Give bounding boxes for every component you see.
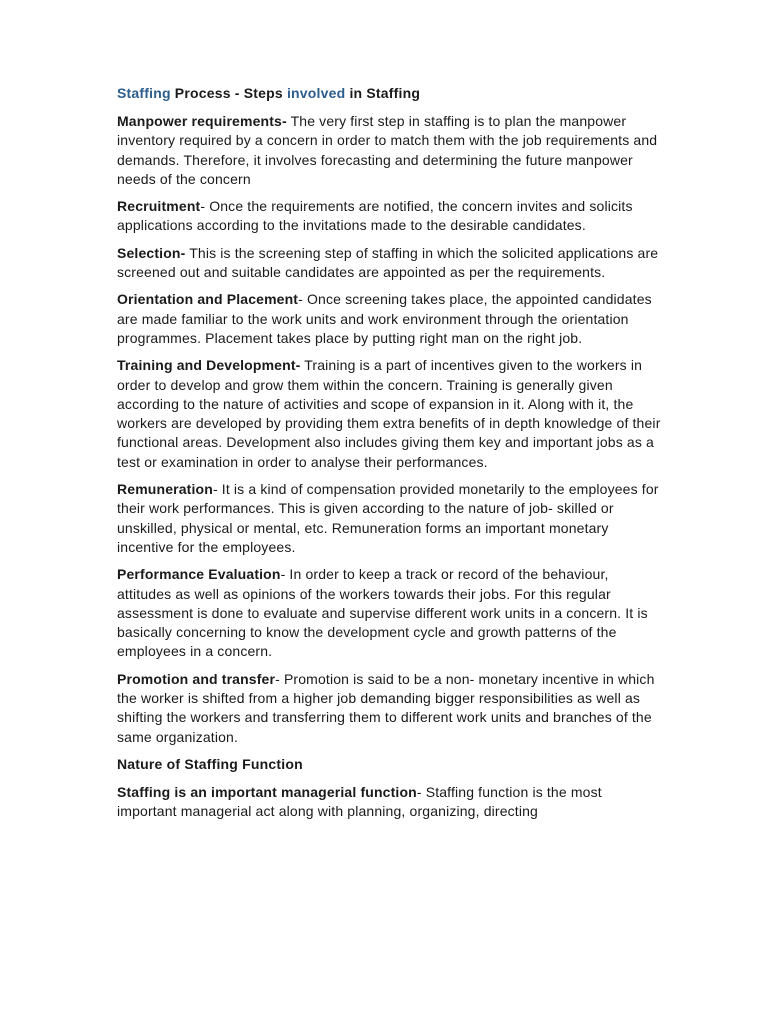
document-page [117, 84, 662, 830]
step-text: - It is a kind of compensation provided monetarily to the employees for their work performances. This is given according to the nature of job- skilled or unskilled, physical or mental, etc. Remuneration forms an important monetary incentive for the employees. [117, 481, 659, 555]
step-orientation-placement [117, 290, 662, 348]
step-text: The very first step in staffing is to plan the manpower inventory required by a concern in order to match them with the job requirements and demands. Therefore, it involves forecasting and determining the future manpower needs of the concern [117, 113, 658, 187]
para-term: Staffing is an important managerial function [117, 783, 417, 800]
step-term: Performance Evaluation [117, 566, 281, 583]
step-term: Manpower requirements- [117, 113, 287, 129]
para-text: - Staffing function is the most important managerial act along with planning, organizing, directing [117, 783, 602, 820]
step-manpower-requirements [117, 112, 662, 189]
title-text: Process - Steps [170, 85, 287, 101]
step-training-development [117, 356, 662, 472]
step-text: Training is a part of incentives given to the workers in order to develop and grow them within the concern. Training is generally given according to the nature of activities and scope of expansion in it. Along with it, the workers are developed by providing them extra benefits of in depth knowledge of their functional areas. Development also includes giving them key and important jobs as a test or examination in order to analyse their performances. [117, 357, 661, 470]
section-title-nature: Nature of Staffing Function [117, 755, 303, 772]
step-term: Promotion and transfer [117, 670, 276, 687]
step-text: - Once screening takes place, the appointed candidates are made familiar to the work units and work environment through the orientation programmes. Placement takes place by putting right man on the right job. [117, 291, 652, 346]
step-recruitment [117, 197, 662, 236]
nature-staffing-important [117, 783, 662, 822]
step-text: - Once the requirements are notified, the concern invites and solicits applications according to the invitations made to the desirable candidates. [117, 198, 633, 234]
step-term: Training and Development- [117, 357, 301, 374]
title-keyword-staffing: Staffing [117, 85, 171, 101]
title-text-end: in Staffing [345, 85, 421, 101]
step-term: Selection- [117, 244, 186, 261]
step-term: Remuneration [117, 481, 213, 498]
title-keyword-involved: involved [286, 85, 346, 101]
step-text: This is the screening step of staffing in which the solicited applications are screened out and suitable candidates are appointed as per the requirements. [117, 244, 659, 281]
step-performance-evaluation [117, 565, 662, 661]
step-text: - In order to keep a track or record of the behaviour, attitudes as well as opinions of the workers towards their jobs. For this regular assessment is done to evaluate and supervise different work units in a concern. It is basically concerning to know the development cycle and growth patterns of the employees in a concern. [117, 566, 648, 660]
document-title [117, 84, 662, 103]
step-remuneration [117, 480, 662, 557]
step-term: Orientation and Placement [117, 291, 299, 308]
step-term: Recruitment [117, 198, 201, 215]
step-promotion-transfer [117, 670, 662, 747]
step-text: - Promotion is said to be a non- monetary incentive in which the worker is shifted from a higher job demanding bigger responsibilities as well as shifting the workers and transferring them to different work units and branches of the same organization. [117, 670, 655, 745]
step-selection [117, 244, 662, 283]
